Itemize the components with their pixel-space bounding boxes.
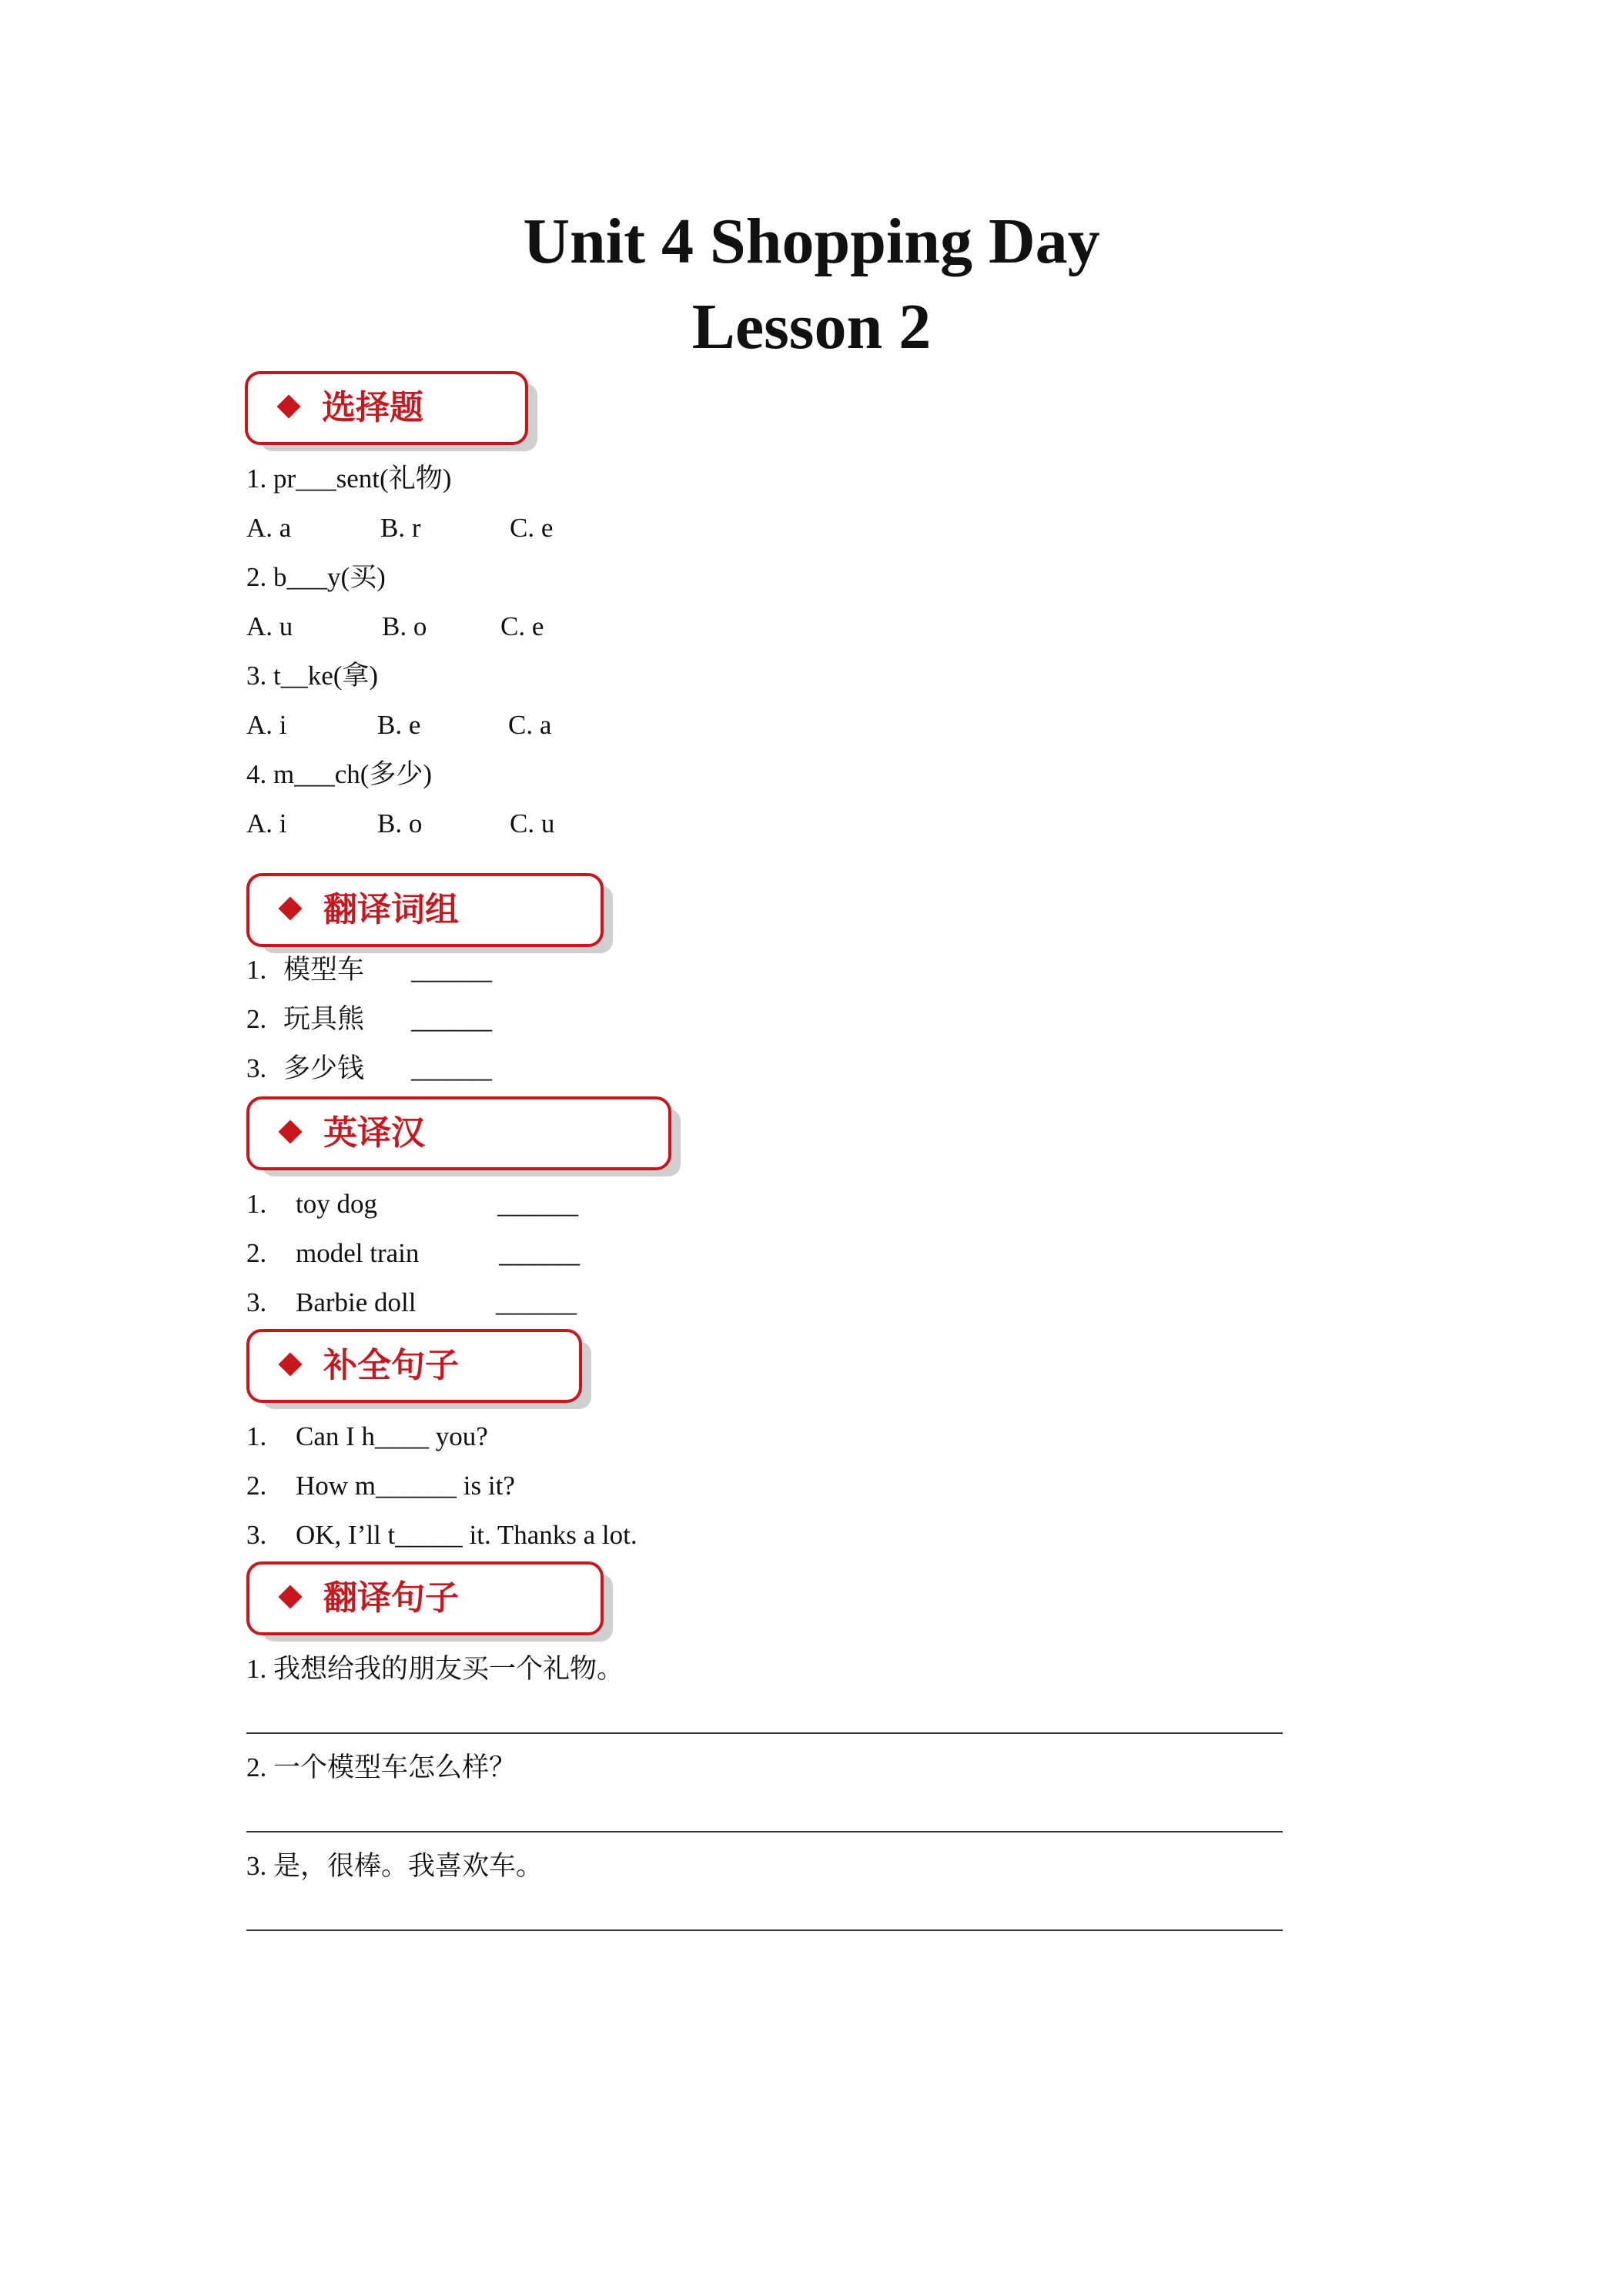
section-header-en2cn <box>246 1096 671 1170</box>
answer-blank: ______ <box>411 1053 492 1083</box>
diamond-icon <box>276 394 300 418</box>
sentence-text: OK, I’ll t_____ it. Thanks a lot. <box>296 1520 637 1550</box>
diamond-icon <box>278 896 302 920</box>
item-number: 1. <box>246 1421 267 1451</box>
answer-blank: ______ <box>496 1287 577 1317</box>
item-number: 1. <box>246 1189 267 1219</box>
translate-item: 3. 是，很棒。我喜欢车。 <box>246 1851 544 1881</box>
answer-blank: ______ <box>411 1004 492 1034</box>
item-number: 3. <box>246 1287 267 1317</box>
phrase-text: 多少钱 <box>283 1053 365 1083</box>
diamond-icon <box>278 1585 302 1608</box>
option-a: A. i <box>246 808 287 838</box>
question-stem: 3. t__ke(拿) <box>246 661 379 691</box>
answer-blank: ______ <box>411 955 492 985</box>
phrase-number: 1. <box>246 955 267 985</box>
item-number: 2. <box>246 1471 267 1501</box>
section-label: 选择题 <box>322 388 423 427</box>
section-label: 翻译句子 <box>323 1578 459 1618</box>
phrase-number: 2. <box>246 1004 267 1034</box>
section-header-phrases <box>246 873 604 947</box>
answer-blank: ______ <box>499 1238 580 1268</box>
sentence-text: Can I h____ you? <box>296 1421 488 1451</box>
option-c: C. a <box>508 710 552 740</box>
section-label: 翻译词组 <box>323 890 459 929</box>
translate-item: 1. 我想给我的朋友买一个礼物。 <box>246 1654 624 1684</box>
section-header-choice <box>245 371 528 445</box>
option-a: A. u <box>246 611 293 641</box>
section-label: 补全句子 <box>323 1346 459 1385</box>
sentence-text: How m______ is it? <box>296 1471 515 1501</box>
answer-line <box>246 1831 1283 1832</box>
page-title: Unit 4 Shopping Day <box>523 206 1100 277</box>
section-header-translate <box>246 1561 604 1635</box>
question-stem: 2. b___y(买) <box>246 562 386 592</box>
item-text: model train <box>296 1238 420 1268</box>
option-c: C. e <box>500 611 544 641</box>
item-text: Barbie doll <box>296 1287 417 1317</box>
option-b: B. r <box>380 513 421 543</box>
option-c: C. u <box>510 808 555 838</box>
page-subtitle: Lesson 2 <box>691 291 932 363</box>
diamond-icon <box>278 1352 302 1376</box>
section-label: 英译汉 <box>323 1113 425 1153</box>
section-header-complete <box>246 1329 582 1403</box>
option-c: C. e <box>510 513 554 543</box>
item-number: 2. <box>246 1238 267 1268</box>
option-b: B. e <box>377 710 421 740</box>
option-a: A. i <box>246 710 287 740</box>
option-a: A. a <box>246 513 292 543</box>
translate-item: 2. 一个模型车怎么样？ <box>246 1752 517 1782</box>
question-stem: 4. m___ch(多少) <box>246 759 433 789</box>
item-text: toy dog <box>296 1189 377 1219</box>
answer-line <box>246 1930 1283 1931</box>
answer-blank: ______ <box>497 1189 578 1219</box>
option-b: B. o <box>382 611 427 641</box>
phrase-text: 模型车 <box>283 955 365 985</box>
answer-line <box>246 1732 1283 1734</box>
phrase-text: 玩具熊 <box>283 1004 365 1034</box>
diamond-icon <box>278 1120 302 1143</box>
option-b: B. o <box>377 808 423 838</box>
phrase-number: 3. <box>246 1053 267 1083</box>
question-stem: 1. pr___sent(礼物) <box>246 464 452 494</box>
item-number: 3. <box>246 1520 267 1550</box>
